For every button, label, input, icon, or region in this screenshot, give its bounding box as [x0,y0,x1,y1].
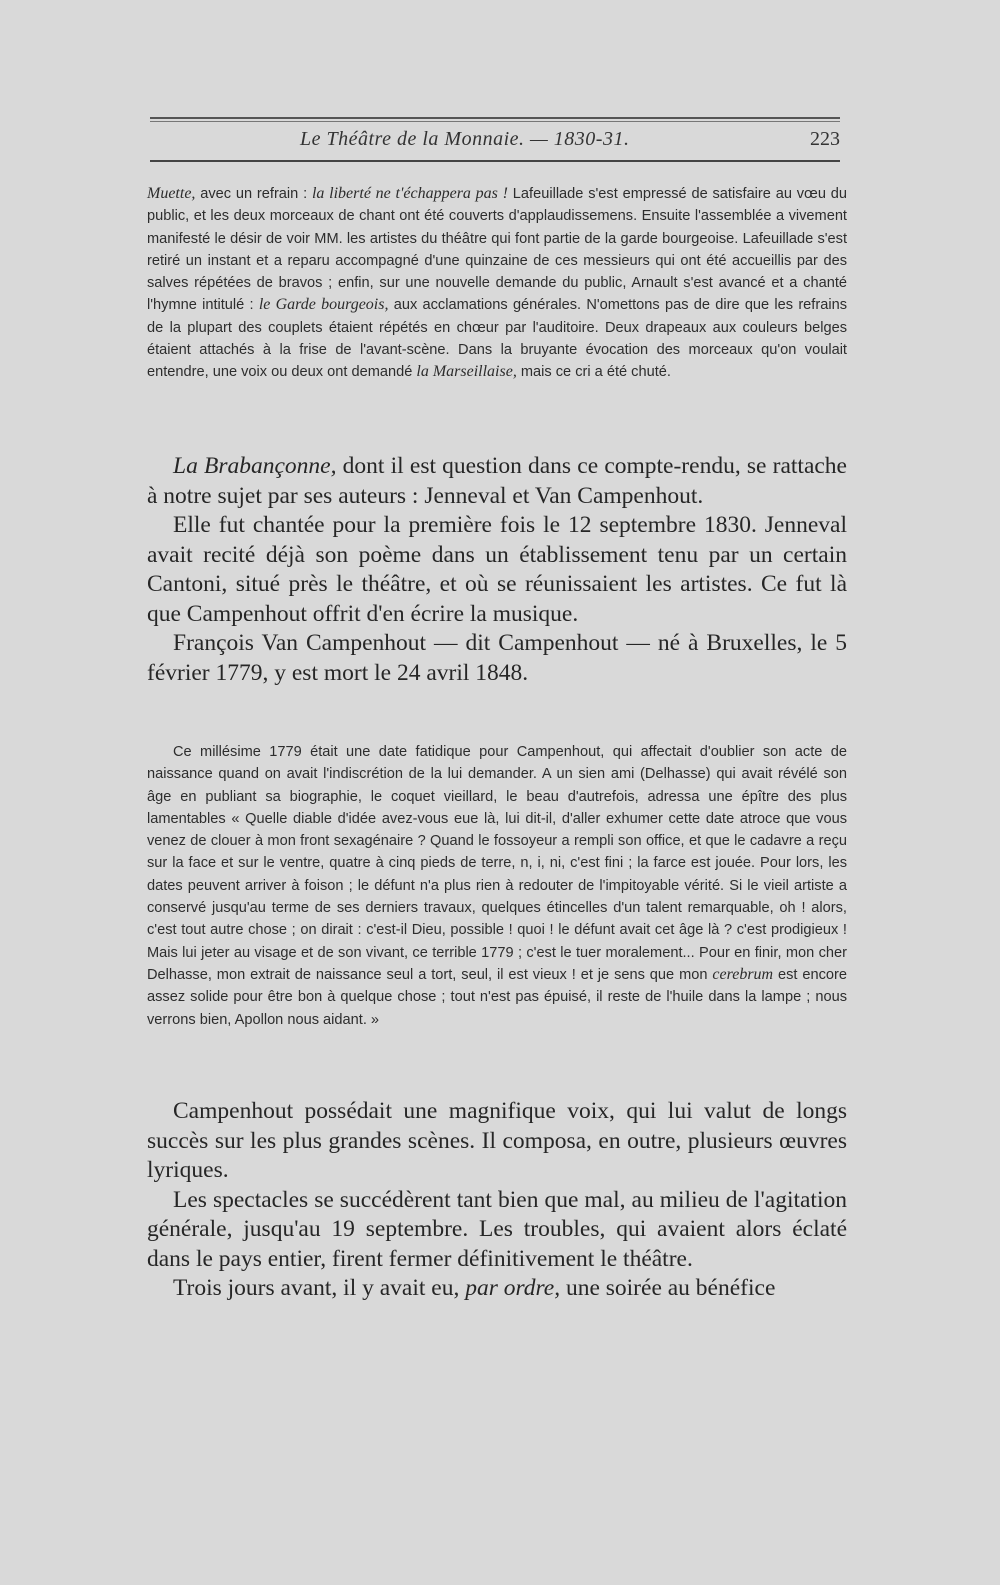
quoted-report-paragraph [147,183,847,384]
running-title: Le Théâtre de la Monnaie. — 1830-31. [300,128,630,150]
paragraph-trois-jours [147,1274,847,1304]
header-rule-bottom [150,160,840,162]
paragraph-voice: Campenhout possédait une magnifique voix, qui lui valut de longs succès sur les plus grandes scènes. Il composa, en outre, plusieurs œuvres lyriques. [147,1098,847,1183]
report-emphasis-refrain: la liberté ne t'échappera pas ! [311,185,508,202]
report-text-part: aux acclamations générales. N'omettons pas de dire que les refrains de la plupart des couplets étaient répétés en chœur par l'auditoire. Deux drapeaux aux couleurs belges étaient attachés à la frise de l'avant-scène. Dans la bruyante évocation des morceaux qu'on voulait entendre, une voix ou deux ont demandé [147,297,847,381]
paragraph-brabanconne [147,452,847,511]
footnote-letter-paragraph [147,741,847,1031]
report-text-part: avec un refrain : [195,186,312,202]
paragraph-text: une soirée au bénéfice [560,1275,776,1301]
paragraph-first-performance: Elle fut chantée pour la première fois le 12 septembre 1830. Jenneval avait recité déjà son poème dans un établissement tenu par un certain Cantoni, situé près le théâtre, et où se réunissaient les artistes. Ce fut là que Campenhout offrit d'en écrire la musique. [147,512,847,627]
emphasis-par-ordre: par ordre, [465,1275,561,1301]
letter-text-part: Ce millésime 1779 était une date fatidique pour Campenhout, qui affectait d'oublier son acte de naissance quand on avait l'indiscrétion de la lui demander. A un sien ami (Delhasse) qui avait révélé son âge en publiant sa biographie, le coquet vieillard, le beau d'autrefois, adressa une épître des plus lamentables « Quelle diable d'idée avez-vous eue là, lui dit-il, d'aller exhumer cette date atroce que vous venez de clouer à mon front sexagénaire ? Quand le fossoyeur a rempli son office, et que le cadavre a reçu sur la face et sur le ventre, quatre à cinq pieds de terre, n, i, ni, c'est fini ; la farce est jouée. Pour lors, les dates peuvent arriver à foison ; le défunt n'a plus rien à redouter de l'impitoyable vérité. Si le vieil artiste a conservé jusqu'au terme de ses derniers travaux, quelques étincelles d'un talent remarquable, oh ! alors, c'est tout autre chose ; on dirait : c'est-il Dieu, possible ! quoi ! le défunt avait cet âge là ? c'est prodigieux ! Mais lui jeter au visage et de son vivant, ce terrible 1779 ; c'est le tuer moralement... Pour en finir, mon cher Delhasse, mon extrait de naissance seul a tort, seul, il est vieux ! et je sens que mon [147,744,847,983]
letter-emphasis-cerebrum: cerebrum [712,965,774,983]
report-emphasis-garde: le Garde bourgeois, [258,296,389,314]
title-emphasis: La Brabançonne, [173,453,337,479]
header-rule-top-thin [150,121,840,122]
letter-text-part: est encore assez solide pour être bon à quelque chose ; tout n'est pas épuisé, il reste de l'huile dans la lampe ; nous verrons bien, Apollon nous aidant. » [147,966,848,1028]
report-emphasis-marseillaise: la Marseillaise, [416,363,517,381]
report-emphasis-muette: Muette, [147,185,196,202]
letter-text [147,741,847,1031]
report-text [147,183,847,384]
paragraph-spectacles: Les spectacles se succédèrent tant bien que mal, au milieu de l'agitation générale, jusqu'au 19 septembre. Les troubles, qui avaient alors éclaté dans le pays entier, firent fermer définitivement le théâtre. [147,1186,847,1272]
main-text-section-2 [147,1097,847,1304]
running-header [150,128,840,156]
paragraph-campenhout-bio: François Van Campenhout — dit Campenhout — né à Bruxelles, le 5 février 1779, y est mort le 24 avril 1848. [147,630,847,686]
main-text-section-1 [147,452,847,688]
report-text-part: mais ce cri a été chuté. [516,364,671,381]
page-number: 223 [810,128,840,150]
header-rule-top [150,117,840,119]
paragraph-text: Trois jours avant, il y avait eu, [173,1275,466,1301]
report-text-part: Lafeuillade s'est empressé de satisfaire au vœu du public, et les deux morceaux de chant ont été couverts d'applaudissemens. Ensuite l'assemblée a vivement manifesté le désir de voir MM. les artistes du théâtre qui font partie de la garde bourgeoise. Lafeuillade s'est retiré un instant et a reparu accompagné d'une quinzaine de ces messieurs qui ont été accueillis par des salves répétées de bravos ; enfin, sur une nouvelle demande du public, Arnault s'est avancé et a chanté l'hymne intitulé : [147,186,847,314]
paragraph-text: dont il est question dans ce compte-rendu, se rattache à notre sujet par ses auteurs : Jenneval et Van Campenhout. [147,453,847,509]
